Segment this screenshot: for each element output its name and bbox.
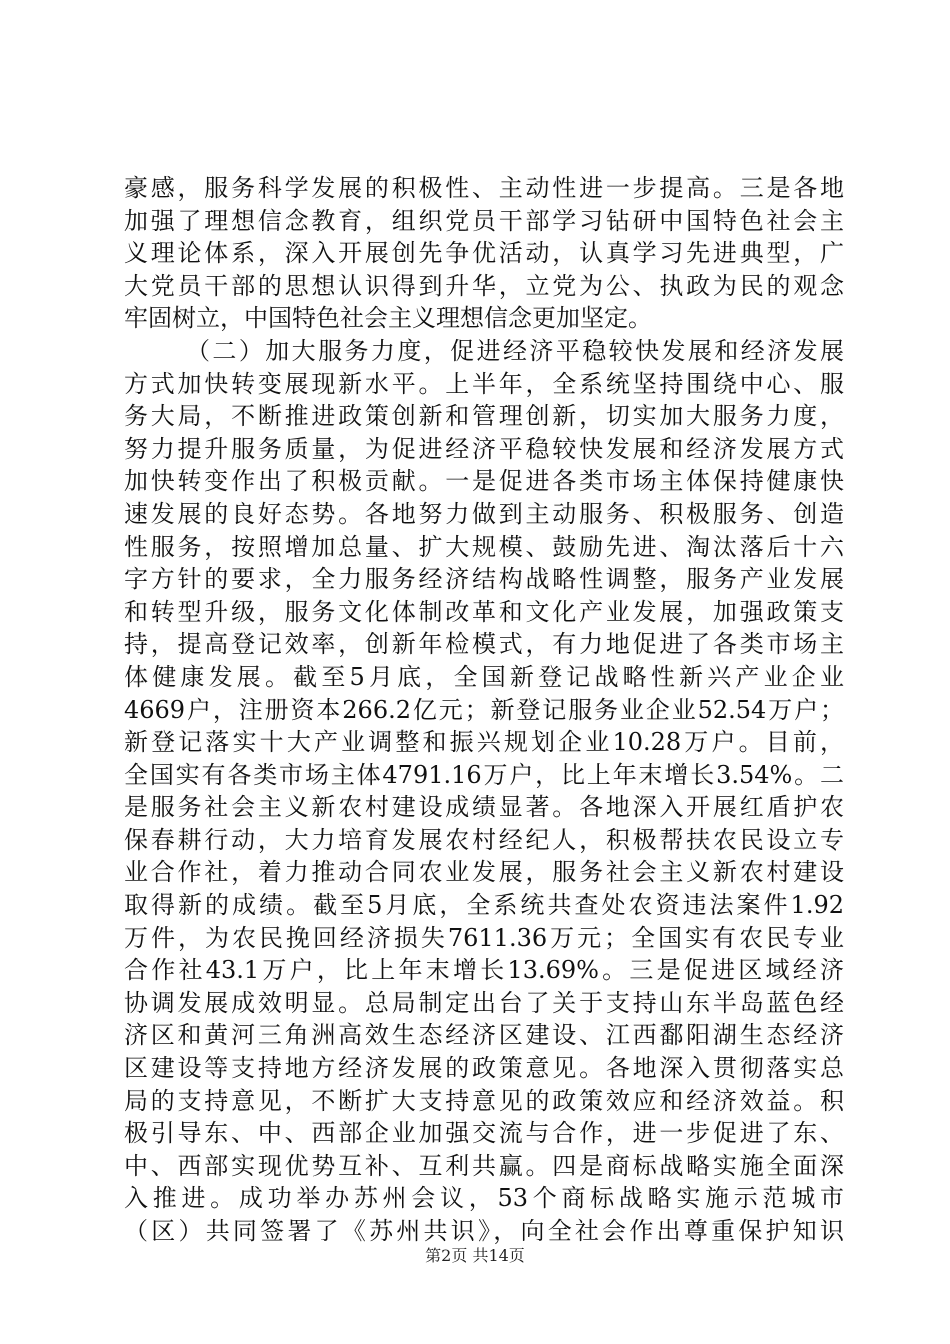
text-line: 速发展的良好态势。各地努力做到主动服务、积极服务、创造: [124, 499, 844, 528]
section-heading-line: （二）加大服务力度，促进经济平稳较快发展和经济发展: [186, 336, 844, 365]
page-number-footer: 第2页 共14页: [425, 1246, 525, 1265]
text-line: 努力提升服务质量，为促进经济平稳较快发展和经济发展方式: [124, 434, 844, 463]
text-line: 取得新的成绩。截至5月底，全系统共查处农资违法案件1.92: [124, 891, 844, 920]
text-line: 万件，为农民挽回经济损失7611.36万元；全国实有农民专业: [124, 923, 844, 952]
text-line: 性服务，按照增加总量、扩大规模、鼓励先进、淘汰落后十六: [124, 532, 844, 561]
text-line: 加强了理想信念教育，组织党员干部学习钻研中国特色社会主: [124, 206, 844, 235]
text-line: 方式加快转变展现新水平。上半年，全系统坚持围绕中心、服: [124, 369, 844, 398]
text-line: （区）共同签署了《苏州共识》，向全社会作出尊重保护知识: [124, 1217, 844, 1245]
text-line: 牢固树立，中国特色社会主义理想信念更加坚定。: [124, 304, 652, 333]
text-line: 是服务社会主义新农村建设成绩显著。各地深入开展红盾护农: [124, 793, 844, 822]
text-line: 局的支持意见，不断扩大支持意见的政策效应和经济效益。积: [124, 1086, 844, 1115]
text-line: 新登记落实十大产业调整和振兴规划企业10.28万户。目前，: [124, 728, 844, 757]
text-line: 体健康发展。截至5月底，全国新登记战略性新兴产业企业: [124, 662, 844, 691]
text-line: 入推进。成功举办苏州会议，53个商标战略实施示范城市: [124, 1184, 844, 1213]
text-line: 济区和黄河三角洲高效生态经济区建设、江西鄱阳湖生态经济: [124, 1021, 844, 1050]
text-line: 大党员干部的思想认识得到升华，立党为公、执政为民的观念: [124, 271, 844, 300]
text-line: 全国实有各类市场主体4791.16万户，比上年末增长3.54%。二: [124, 760, 844, 789]
text-line: 豪感，服务科学发展的积极性、主动性进一步提高。三是各地: [124, 174, 844, 202]
text-line: 保春耕行动，大力培育发展农村经纪人，积极帮扶农民设立专: [124, 825, 844, 854]
text-line: 区建设等支持地方经济发展的政策意见。各地深入贯彻落实总: [124, 1054, 844, 1083]
text-line: 极引导东、中、西部企业加强交流与合作，进一步促进了东、: [124, 1119, 844, 1148]
text-line: 义理论体系，深入开展创先争优活动，认真学习先进典型，广: [124, 239, 844, 268]
text-line: 业合作社，着力推动合同农业发展，服务社会主义新农村建设: [124, 858, 844, 887]
text-line: 协调发展成效明显。总局制定出台了关于支持山东半岛蓝色经: [124, 988, 844, 1017]
text-line: 字方针的要求，全力服务经济结构战略性调整，服务产业发展: [124, 565, 844, 594]
text-line: 4669户，注册资本266.2亿元；新登记服务业企业52.54万户；: [124, 695, 844, 724]
document-body: [124, 172, 844, 1248]
text-line: 持，提高登记效率，创新年检模式，有力地促进了各类市场主: [124, 630, 844, 659]
text-line: 合作社43.1万户，比上年末增长13.69%。三是促进区域经济: [124, 956, 844, 985]
text-line: 加快转变作出了积极贡献。一是促进各类市场主体保持健康快: [124, 467, 844, 496]
text-line: 和转型升级，服务文化体制改革和文化产业发展，加强政策支: [124, 597, 844, 626]
text-line: 务大局，不断推进政策创新和管理创新，切实加大服务力度，: [124, 402, 844, 431]
text-line: 中、西部实现优势互补、互利共赢。四是商标战略实施全面深: [124, 1151, 844, 1180]
